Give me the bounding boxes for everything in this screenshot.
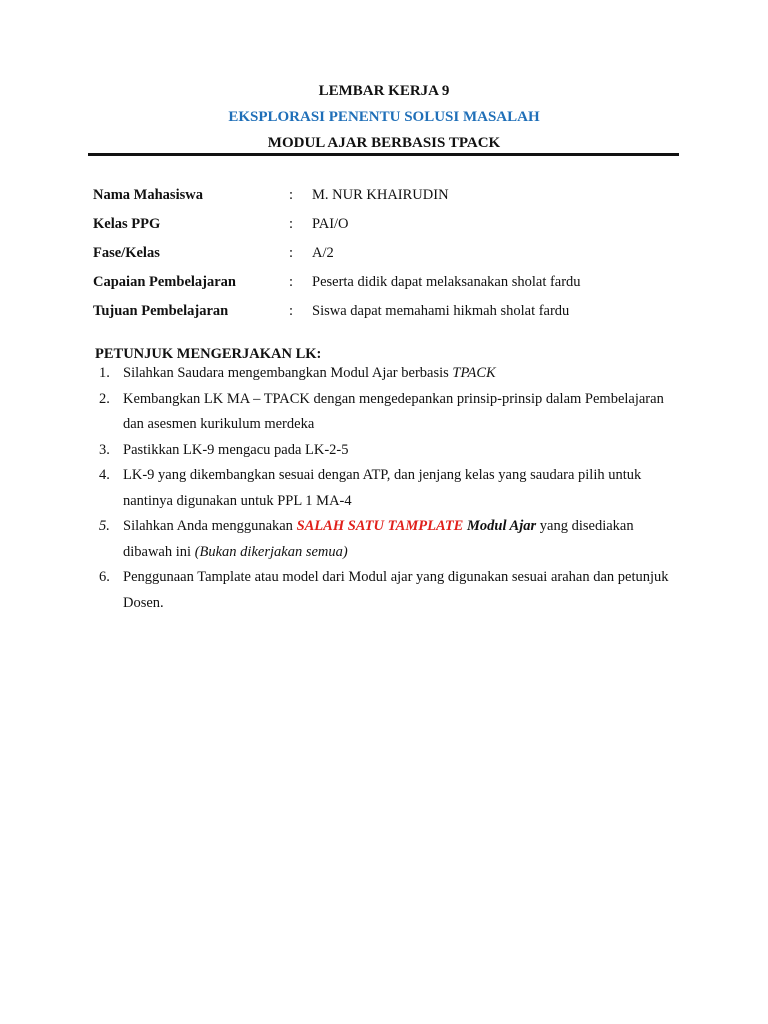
list-item bbox=[93, 463, 683, 514]
list-number: 4. bbox=[99, 467, 110, 483]
info-value: M. NUR KHAIRUDIN bbox=[312, 187, 449, 203]
template-highlight: SALAH SATU TAMPLATE bbox=[296, 518, 464, 534]
info-colon: : bbox=[289, 245, 294, 261]
list-number: 2. bbox=[99, 390, 110, 407]
list-item bbox=[93, 438, 683, 464]
list-item bbox=[93, 565, 683, 616]
document-title: LEMBAR KERJA 9 bbox=[318, 83, 450, 99]
list-number: 1. bbox=[99, 365, 110, 381]
info-row-nama bbox=[93, 185, 693, 214]
info-value: A/2 bbox=[312, 245, 334, 261]
list-text: LK-9 yang dikembangkan sesuai dengan ATP, dan jenjang kelas yang saudara pilih untuk nantinya digunakan untuk PPL 1 MA-4 bbox=[123, 467, 642, 509]
info-row-tujuan bbox=[93, 301, 693, 330]
list-text-bold-emphasis: Modul Ajar bbox=[463, 518, 537, 534]
info-row-capaian bbox=[93, 272, 693, 301]
info-colon: : bbox=[289, 274, 294, 290]
info-label: Capaian Pembelajaran bbox=[93, 274, 236, 290]
document-subtitle: EKSPLORASI PENENTU SOLUSI MASALAH bbox=[228, 109, 540, 125]
instructions-heading: PETUNJUK MENGERJAKAN LK: bbox=[95, 346, 322, 362]
info-value: PAI/O bbox=[312, 216, 349, 232]
info-row-kelas bbox=[93, 214, 693, 243]
info-colon: : bbox=[289, 303, 294, 319]
document-subtitle-2: MODUL AJAR BERBASIS TPACK bbox=[267, 135, 501, 151]
list-text: Pastikkan LK-9 mengacu pada LK-2-5 bbox=[123, 441, 349, 458]
info-value: Peserta didik dapat melaksanakan sholat fardu bbox=[312, 274, 581, 290]
instructions-list bbox=[93, 361, 683, 616]
info-label: Nama Mahasiswa bbox=[93, 187, 203, 203]
list-number: 6. bbox=[99, 569, 110, 585]
list-item bbox=[93, 361, 683, 387]
list-number: 3. bbox=[99, 441, 110, 458]
header-divider bbox=[88, 153, 679, 156]
list-text: Penggunaan Tamplate atau model dari Modul ajar yang digunakan sesuai arahan dan petunjuk Dosen. bbox=[123, 569, 669, 611]
info-label: Tujuan Pembelajaran bbox=[93, 303, 229, 319]
info-row-fase bbox=[93, 243, 693, 272]
info-label: Fase/Kelas bbox=[93, 245, 160, 261]
list-item bbox=[93, 387, 683, 438]
list-text-emphasis: TPACK bbox=[452, 365, 496, 381]
list-number: 5. bbox=[99, 518, 110, 534]
list-item bbox=[93, 514, 683, 565]
info-value: Siswa dapat memahami hikmah sholat fardu bbox=[312, 303, 570, 319]
list-text: Kembangkan LK MA – TPACK dengan mengedepankan prinsip-prinsip dalam Pembelajaran dan asesmen kurikulum merdeka bbox=[123, 390, 664, 432]
list-text-emphasis: (Bukan dikerjakan semua) bbox=[194, 543, 348, 560]
info-colon: : bbox=[289, 187, 294, 203]
info-label: Kelas PPG bbox=[93, 216, 161, 232]
list-text: Silahkan Anda menggunakan bbox=[123, 518, 297, 534]
info-colon: : bbox=[289, 216, 294, 232]
list-text: Silahkan Saudara mengembangkan Modul Ajar berbasis bbox=[123, 365, 453, 381]
identity-table bbox=[93, 185, 693, 330]
list-text: yang disediakan dibawah ini bbox=[123, 518, 634, 560]
